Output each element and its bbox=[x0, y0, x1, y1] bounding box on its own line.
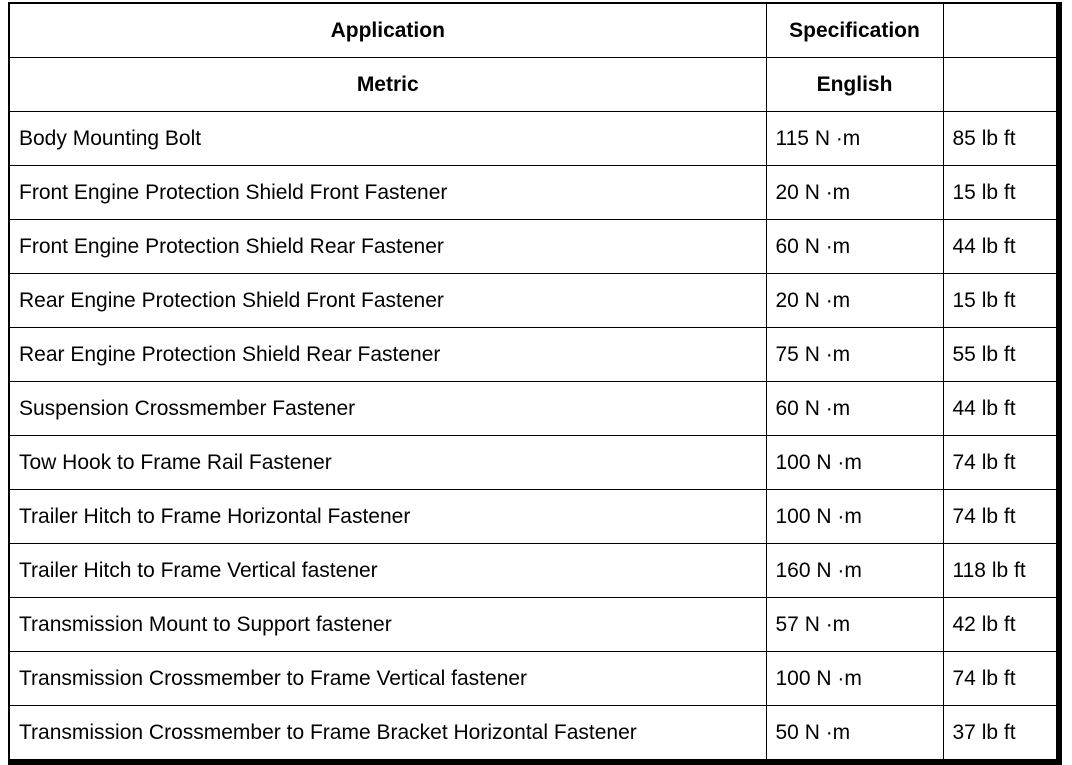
fastener-torque-spec-table bbox=[8, 2, 1062, 765]
cell-application: Rear Engine Protection Shield Front Fastener bbox=[9, 274, 766, 328]
cell-english: 42 lb ft bbox=[943, 598, 1059, 652]
cell-english: 44 lb ft bbox=[943, 382, 1059, 436]
cell-english: 55 lb ft bbox=[943, 328, 1059, 382]
cell-english: 37 lb ft bbox=[943, 706, 1059, 763]
header-row-application bbox=[9, 3, 1059, 58]
cell-application: Transmission Crossmember to Frame Bracket Horizontal Fastener bbox=[9, 706, 766, 763]
cell-english: 74 lb ft bbox=[943, 436, 1059, 490]
cell-application: Suspension Crossmember Fastener bbox=[9, 382, 766, 436]
table-row bbox=[9, 166, 1059, 220]
cell-metric: 20 N ·m bbox=[766, 274, 943, 328]
cell-english: 85 lb ft bbox=[943, 112, 1059, 166]
header-metric: Metric bbox=[9, 58, 766, 112]
cell-english: 15 lb ft bbox=[943, 274, 1059, 328]
cell-english: 74 lb ft bbox=[943, 490, 1059, 544]
cell-metric: 20 N ·m bbox=[766, 166, 943, 220]
table-row bbox=[9, 490, 1059, 544]
cell-application: Rear Engine Protection Shield Rear Fastener bbox=[9, 328, 766, 382]
header-blank-1 bbox=[943, 3, 1059, 58]
table-row bbox=[9, 328, 1059, 382]
cell-metric: 60 N ·m bbox=[766, 220, 943, 274]
cell-english: 15 lb ft bbox=[943, 166, 1059, 220]
cell-application: Body Mounting Bolt bbox=[9, 112, 766, 166]
cell-english: 44 lb ft bbox=[943, 220, 1059, 274]
cell-application: Transmission Crossmember to Frame Vertical fastener bbox=[9, 652, 766, 706]
cell-metric: 75 N ·m bbox=[766, 328, 943, 382]
cell-metric: 50 N ·m bbox=[766, 706, 943, 763]
table-row bbox=[9, 112, 1059, 166]
table-row bbox=[9, 544, 1059, 598]
cell-metric: 115 N ·m bbox=[766, 112, 943, 166]
cell-metric: 60 N ·m bbox=[766, 382, 943, 436]
cell-application: Trailer Hitch to Frame Horizontal Fastener bbox=[9, 490, 766, 544]
cell-application: Tow Hook to Frame Rail Fastener bbox=[9, 436, 766, 490]
table-row bbox=[9, 706, 1059, 763]
cell-application: Front Engine Protection Shield Front Fastener bbox=[9, 166, 766, 220]
cell-metric: 100 N ·m bbox=[766, 436, 943, 490]
header-row-units bbox=[9, 58, 1059, 112]
cell-application: Trailer Hitch to Frame Vertical fastener bbox=[9, 544, 766, 598]
cell-metric: 57 N ·m bbox=[766, 598, 943, 652]
cell-application: Transmission Mount to Support fastener bbox=[9, 598, 766, 652]
table-row bbox=[9, 220, 1059, 274]
cell-metric: 160 N ·m bbox=[766, 544, 943, 598]
table-row bbox=[9, 274, 1059, 328]
cell-english: 118 lb ft bbox=[943, 544, 1059, 598]
cell-application: Front Engine Protection Shield Rear Fastener bbox=[9, 220, 766, 274]
header-english: English bbox=[766, 58, 943, 112]
cell-english: 74 lb ft bbox=[943, 652, 1059, 706]
table-row bbox=[9, 382, 1059, 436]
table-row bbox=[9, 598, 1059, 652]
spec-table-body bbox=[9, 3, 1059, 762]
header-blank-2 bbox=[943, 58, 1059, 112]
cell-metric: 100 N ·m bbox=[766, 490, 943, 544]
header-specification: Specification bbox=[766, 3, 943, 58]
header-application: Application bbox=[9, 3, 766, 58]
table-row bbox=[9, 652, 1059, 706]
table-row bbox=[9, 436, 1059, 490]
cell-metric: 100 N ·m bbox=[766, 652, 943, 706]
